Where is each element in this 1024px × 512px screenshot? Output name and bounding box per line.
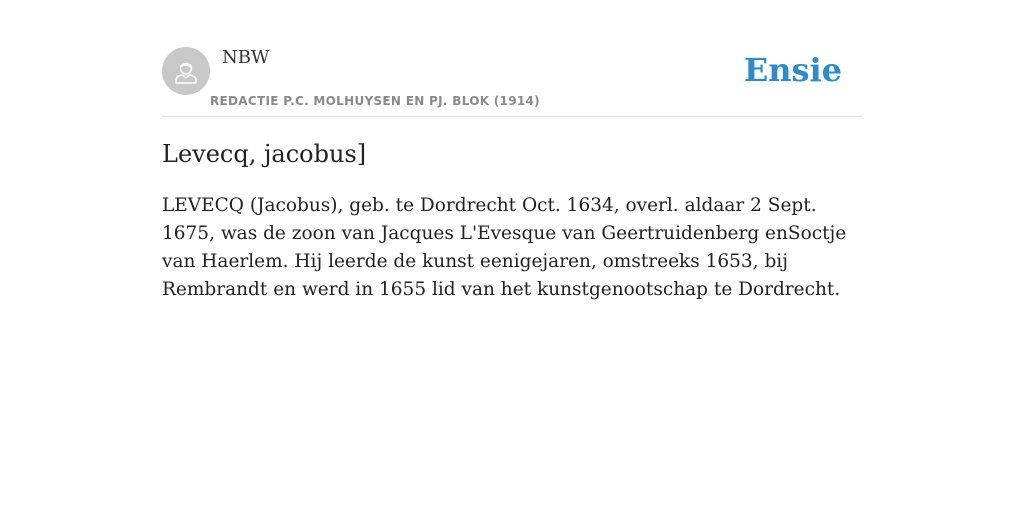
article-header [162,0,862,117]
author-name[interactable]: NBW [222,47,270,68]
editors-credit: REDACTIE P.C. MOLHUYSEN EN PJ. BLOK (1914) [210,94,540,108]
avatar[interactable] [162,47,210,95]
article-title: Levecq, jacobus] [162,140,367,168]
article-body: LEVECQ (Jacobus), geb. te Dordrecht Oct. 1634, overl. aldaar 2 Sept. 1675, was de zoon van Jacques L'Evesque van Geertruidenberg enSoctje van Haerlem. Hij leerde de kunst eenigejaren, omstreeks 1653, bij Rembrandt en werd in 1655 lid van het kunstgenootschap te Dordrecht. [162,195,847,300]
ensie-logo[interactable]: Ensie [743,51,842,89]
user-icon [171,56,201,86]
